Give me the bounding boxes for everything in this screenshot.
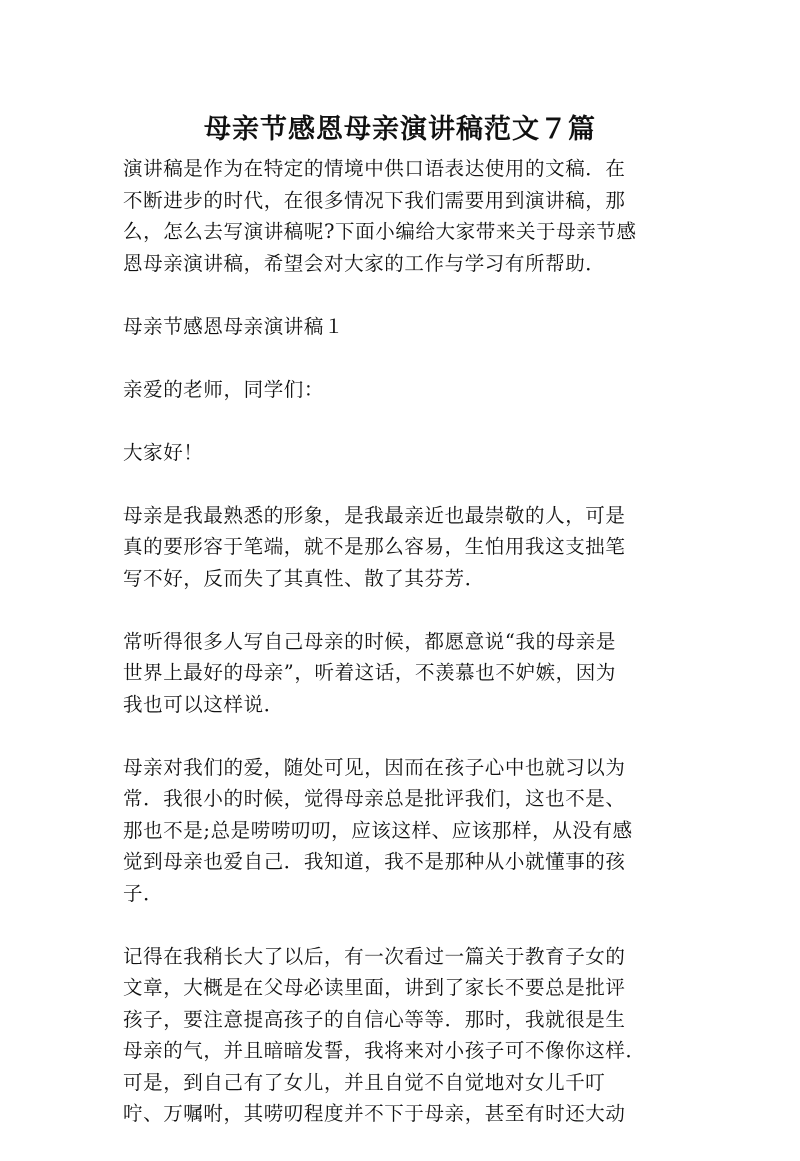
text-line: 写不好，反而失了其真性、散了其芬芳．	[123, 566, 485, 590]
text-line: 母亲对我们的爱，随处可见，因而在孩子心中也就习以为	[123, 755, 626, 779]
text-line: 母亲的气，并且暗暗发誓，我将来对小孩子可不像你这样．	[123, 1039, 646, 1062]
paragraph	[123, 500, 671, 595]
paragraph-intro	[123, 153, 671, 279]
text-line: 常．我很小的时候，觉得母亲总是批评我们，这也不是、	[123, 787, 626, 810]
text-line: 母亲是我最熟悉的形象，是我最亲近也最崇敬的人，可是	[123, 503, 626, 527]
text-line: 恩母亲演讲稿，希望会对大家的工作与学习有所帮助．	[123, 251, 606, 275]
text-line: 母亲节感恩母亲演讲稿１	[123, 314, 345, 338]
text-line: 演讲稿是作为在特定的情境中供口语表达使用的文稿．在	[123, 157, 626, 180]
paragraph	[123, 752, 671, 910]
text-line: 世界上最好的母亲”，听着这话，不羡慕也不妒嫉，因为	[123, 661, 616, 684]
text-line: 咛、万嘱咐，其唠叨程度并不下于母亲，甚至有时还大动	[123, 1102, 626, 1125]
paragraph	[123, 626, 671, 721]
text-line: 文章，大概是在父母必读里面，讲到了家长不要总是批评	[123, 976, 626, 999]
text-line: 孩子，要注意提高孩子的自信心等等．那时，我就很是生	[123, 1007, 626, 1031]
text-line: 常听得很多人写自己母亲的时候，都愿意说“我的母亲是	[123, 629, 616, 653]
text-line: 大家好！	[123, 440, 204, 464]
text-line: 我也可以这样说．	[123, 692, 284, 716]
text-line: 那也不是;总是唠唠叨叨，应该这样、应该那样，从没有感	[123, 818, 633, 842]
paragraph	[123, 941, 671, 1130]
text-line: 记得在我稍长大了以后，有一次看过一篇关于教育子女的	[123, 944, 626, 968]
text-line: 真的要形容于笔端，就不是那么容易，生怕用我这支拙笔	[123, 535, 626, 558]
text-line: 不断进步的时代，在很多情况下我们需要用到演讲稿，那	[123, 188, 626, 212]
text-line: 子．	[123, 881, 164, 905]
salutation	[123, 374, 671, 406]
text-line: 觉到母亲也爱自己．我知道，我不是那种从小就懂事的孩	[123, 850, 626, 873]
section-heading	[123, 311, 671, 343]
document-body	[123, 153, 671, 1161]
text-line: 么，怎么去写演讲稿呢?下面小编给大家带来关于母亲节感	[123, 220, 637, 243]
greeting	[123, 437, 671, 469]
text-line: 可是，到自己有了女儿，并且自觉不自觉地对女儿千叮	[123, 1070, 606, 1094]
document-title: 母亲节感恩母亲演讲稿范文７篇	[204, 114, 596, 145]
text-line: 亲爱的老师，同学们：	[123, 377, 325, 401]
